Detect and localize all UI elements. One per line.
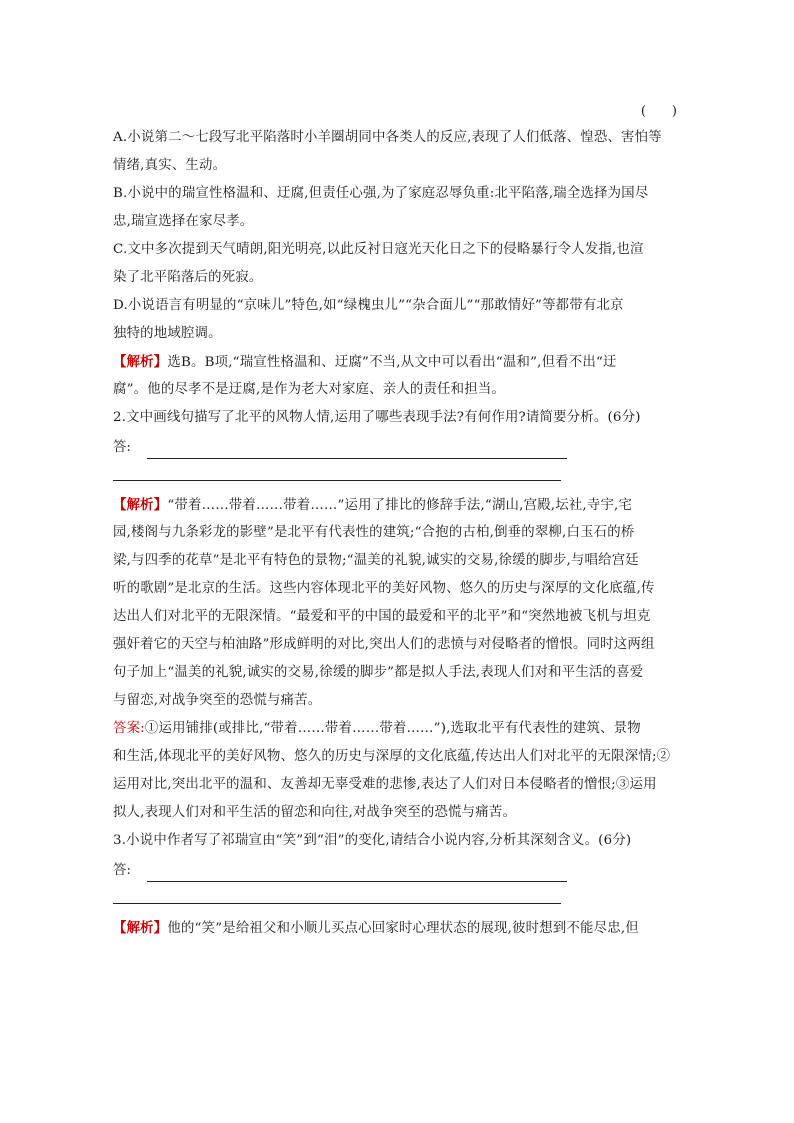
option-a-line-2: 情绪,真实、生动。 <box>113 158 227 173</box>
question-2: 2.文中画线句描写了北平的风物人情,运用了哪些表现手法?有何作用?请简要分析。(6分) <box>113 410 641 425</box>
option-b-line-2: 忠,瑞宣选择在家尽孝。 <box>113 214 254 229</box>
q3-analysis <box>113 914 683 942</box>
option-d-line-1: D.小说语言有明显的“京味儿”特色,如“绿槐虫儿”“杂合面儿”“那敢情好”等都带有北京 <box>113 298 624 313</box>
q1-analysis <box>113 348 683 404</box>
q3-answer-label: 答: <box>113 863 131 878</box>
question-3: 3.小说中作者写了祁瑞宣由“笑”到“泪”的变化,请结合小说内容,分析其深刻含义。(6分) <box>113 833 632 848</box>
q2-analysis-line-7: 句子加上“温美的礼貌,诚实的交易,徐缓的脚步”都是拟人手法,表现人们对和平生活的喜爱 <box>113 665 644 680</box>
q2-answer-underline-2 <box>113 480 561 481</box>
document-page <box>113 100 683 942</box>
q2-analysis-line-6: 强奸着它的天空与柏油路”形成鲜明的对比,突出人们的悲愤与对侵略者的憎恨。同时这两组 <box>113 637 655 652</box>
q3-answer-underline-2 <box>113 903 561 904</box>
option-d-line-2: 独特的地域腔调。 <box>113 326 222 341</box>
q2-answer-underline-1 <box>147 458 567 459</box>
q2-answer-line-3: 运用对比,突出北平的温和、友善却无辜受难的悲惨,表达了人们对日本侵略者的憎恨;③运用 <box>113 777 657 792</box>
q1-analysis-line-2: 腐”。他的尽孝不是迂腐,是作为老大对家庭、亲人的责任和担当。 <box>113 382 506 397</box>
option-b-line-1: B.小说中的瑞宣性格温和、迂腐,但责任心强,为了家庭忍辱负重:北平陷落,瑞全选择为国尽 <box>113 186 649 201</box>
q3-answer-underline-1 <box>147 881 567 882</box>
analysis-tag: 【解析】 <box>113 497 168 513</box>
q2-answer-field[interactable] <box>113 432 683 468</box>
answer-parentheses: ( ) <box>640 104 677 119</box>
option-a <box>113 124 683 180</box>
q2-analysis-line-3: 梁,与四季的花草”是北平有特色的景物;“温美的礼貌,诚实的交易,徐缓的脚步,与唱给宫廷 <box>113 553 639 568</box>
q2-answer-line-1: ①运用铺排(或排比,“带着……带着……带着……”),选取北平有代表性的建筑、景物 <box>144 721 641 736</box>
option-c-line-1: C.文中多次提到天气晴朗,阳光明亮,以此反衬日寇光天化日之下的侵略暴行令人发指,也渲 <box>113 242 644 257</box>
q3-answer-field[interactable] <box>113 855 683 891</box>
q2-analysis-line-1: “带着……带着……带着……”运用了排比的修辞手法,“湖山,宫殿,坛社,寺宇,宅 <box>167 498 633 513</box>
q2-answer-line-4: 拟人,表现人们对和平生活的留恋和向往,对战争突至的恐慌与痛苦。 <box>113 805 517 820</box>
q2-answer-line-2: 和生活,体现北平的美好风物、悠久的历史与深厚的文化底蕴,传达出人们对北平的无限深情;② <box>113 749 671 764</box>
q2-analysis-line-2: 园,楼阁与九条彩龙的影壁”是北平有代表性的建筑;“合抱的古柏,倒垂的翠柳,白玉石的桥 <box>113 525 635 540</box>
q2-analysis-line-5: 达出人们对北平的无限深情。“最爱和平的中国的最爱和平的北平”和“突然地被飞机与坦克 <box>113 609 651 624</box>
analysis-tag: 【解析】 <box>113 920 168 936</box>
option-d <box>113 292 683 348</box>
q2-answer-label: 答: <box>113 440 131 455</box>
option-c-line-2: 染了北平陷落后的死寂。 <box>113 270 263 285</box>
q2-analysis <box>113 491 683 715</box>
option-b <box>113 180 683 236</box>
q1-analysis-line-1: 选B。B项,“瑞宣性格温和、迂腐”不当,从文中可以看出“温和”,但看不出“迂 <box>167 355 617 370</box>
analysis-tag: 【解析】 <box>113 354 168 370</box>
answer-tag: 答案: <box>113 721 145 736</box>
q2-analysis-line-8: 与留恋,对战争突至的恐慌与痛苦。 <box>113 693 322 708</box>
q2-answer <box>113 715 683 827</box>
option-c <box>113 236 683 292</box>
option-a-line-1: A.小说第二～七段写北平陷落时小羊圈胡同中各类人的反应,表现了人们低落、惶恐、害怕等 <box>113 130 662 145</box>
q2-analysis-line-4: 听的歌剧”是北京的生活。这些内容体现北平的美好风物、悠久的历史与深厚的文化底蕴,传 <box>113 581 655 596</box>
q3-analysis-line-1: 他的“笑”是给祖父和小顺儿买点心回家时心理状态的展现,彼时想到不能尽忠,但 <box>167 921 639 936</box>
